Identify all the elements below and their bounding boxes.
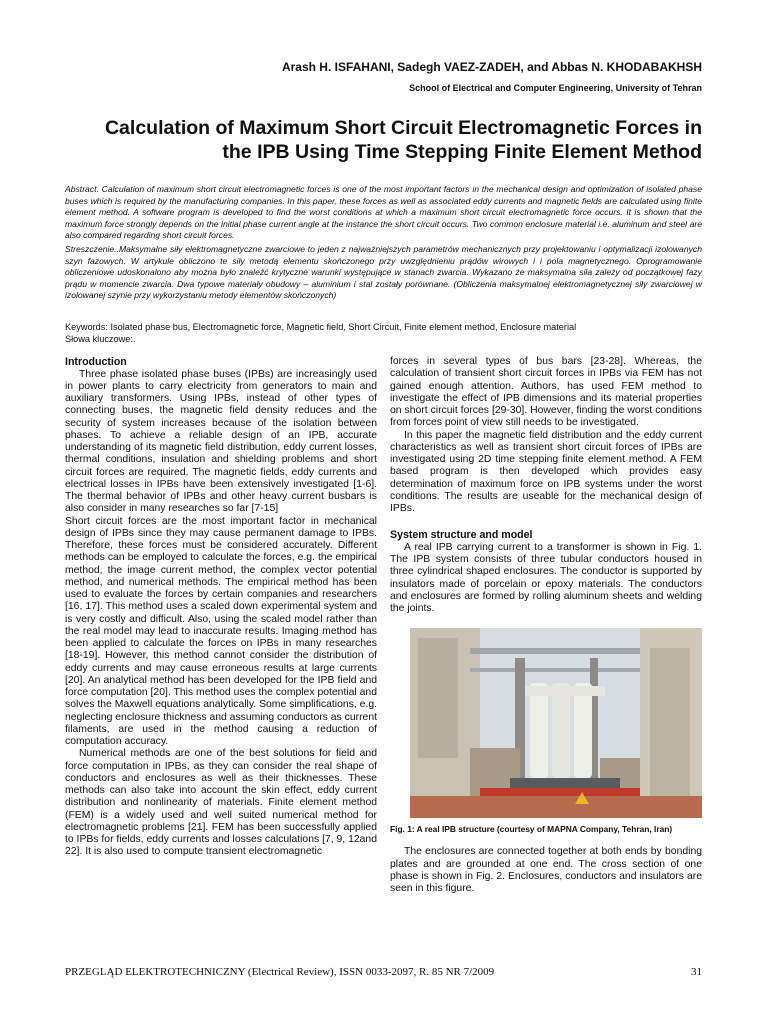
keywords (65, 322, 702, 345)
paragraph: In this paper the magnetic field distribution and the eddy current characteristics as well as transient short circuit forces of IPBs are investigated using 2D time stepping finite element method. A FEM based program is then developed which provides easy determination of maximum force on IPB systems under the worst conditions. The results are useable for the mechanical design of IPBs. (390, 429, 702, 514)
abstract-english: Abstract. Calculation of maximum short circuit electromagnetic forces is one of the most important factors in the mechanical design and optimization of isolated phase buses which is required by the manufacturing companies. In this paper, these forces as well as associated eddy currents and magnetic fields are calculated using finite element method. A software program is developed to find the worst conditions at which a maximum short circuit electromagnetic force occurs. It is shown that the maximum force strongly depends on the initial phase current angle at the instance the short circuit occurs. Two common enclosure material i.e. aluminum and steel are also compared regarding short circuit forces. (65, 184, 702, 241)
authors: Arash H. ISFAHANI, Sadegh VAEZ-ZADEH, and Abbas N. KHODABAKHSH (281, 60, 702, 74)
paragraph: Short circuit forces are the most important factor in mechanical design of IPBs since they may cause permanent damage to IPBs. Therefore, these forces must be considered accurately. Different methods can be employed to calculate the forces, e.g. the empirical method, the image current method, the complex vector potential method, and numerical methods. The empirical method has been used to evaluate the forces by certain companies and researchers [16, 17]. This method uses a scaled down experimental system and is very costly and difficult. Also, using the scaled model rather than the real model may lead to inaccurate results. Imaging method has been applied to calculate the forces on IPBs in many researches [18-19]. However, this method cannot consider the distribution of eddy currents and may cause erroneous results at large currents [20]. An analytical method has been developed for the IPB field and force computation [20]. This method uses the complex potential and solves the Maxwell equations analytically. Some simplifications, e.g. neglecting enclosure thickness and assuming conductors as current filaments, are used in the method causing a reduction of computation accuracy. (65, 515, 377, 747)
figure-1-photo (410, 628, 702, 818)
paragraph: Three phase isolated phase buses (IPBs) are increasingly used in power plants to carry electricity from generators to main and auxiliary transformers. Using IPBs, instead of other types of connecting buses, the magnetic field density reduces and the security of system increases because of the isolation between phases. To achieve a reliable design of an IPB, accurate understanding of its magnetic field distribution, eddy current losses, thermal conditions, insulation and shielding problems and short circuit forces are required. The magnetic fields, eddy currents and electrical losses in IPBs have been extensively investigated [1-6]. The thermal behavior of IPBs and other heavy current busbars is also consider in many researches so far [7-15] (65, 368, 377, 515)
section-heading-introduction: Introduction (65, 356, 127, 368)
paragraph: The enclosures are connected together at both ends by bonding plates and are grounded at one end. The cross section of one phase is shown in Fig. 2. Enclosures, conductors and insulators are seen in this figure. (390, 846, 702, 894)
paragraph: Numerical methods are one of the best solutions for field and force computation in IPBs, as they can consider the real shape of conductors and enclosures as well as their thicknesses. These methods can also take into account the skin effect, eddy current distribution and nonlinearity of materials. Finite element method (FEM) is a widely used and well suited numerical method for electromagnetic problems [21]. FEM has been successfully applied to IPBs for fields, eddy currents and losses calculations [7, 9, 12and 22]. It is also used to compute transient electromagnetic (65, 748, 377, 858)
right-column (390, 356, 702, 895)
abstract-polish: Streszczenie..Maksymalne siły elektromagnetyczne zwarciowe to jeden z najważniejszych parametrów mechanicznych przy projektowaniu i optymalizacji izolowanych szyn fazowych. W artykule obliczono te siły metodą elementu skończonego przy uwzględnieniu prądów wirowych i i pola magnetycznego. Oprogramowanie obliczeniowe udoskonalono aby można było znaleźć krytyczne warunki występujące w stanach zwarcia. Wykazano że maksymalna siła zależy od początkowej fazy prądu w momencie zwarcia. Dwa typowe materiały obudowy – aluminium i stal zostały porównane. (Obliczenia maksymalnej elektromagnetycznej siły zwarciowej w izolowanej szynie przy wykorzystaniu metody elementów skończonych) (65, 244, 702, 301)
title-line-1: Calculation of Maximum Short Circuit Electromagnetic Forces in (104, 117, 702, 139)
keywords-english: Keywords: Isolated phase bus, Electromagnetic force, Magnetic field, Short Circuit, Finite element method, Enclosure material (65, 322, 577, 332)
figure-1-caption: Fig. 1: A real IPB structure (courtesy of MAPNA Company, Tehran, Iran) (390, 824, 673, 835)
paragraph: A real IPB carrying current to a transformer is shown in Fig. 1. The IPB system consists of three tubular conductors housed in three cylindrical shaped enclosures. The conductor is supported by insulators made of porcelain or epoxy materials. The conductors and enclosures are formed by rolling aluminum sheets and welding the joints. (390, 541, 702, 614)
section-heading-system-structure: System structure and model (390, 529, 533, 542)
affiliation: School of Electrical and Computer Engineering, University of Tehran (409, 83, 702, 93)
page-number: 31 (691, 966, 702, 978)
paper-title (60, 116, 702, 164)
paragraph: forces in several types of bus bars [23-28]. Whereas, the calculation of transient short circuit forces in IPBs via FEM has not gained enough attention. Authors, has used FEM method to investigate the effect of IPB dimensions and its material properties on short circuit forces [29-30]. However, finding the worst conditions from forces point of view still needs to be investigated. (390, 356, 702, 429)
keywords-polish: Słowa kluczowe:. (65, 333, 136, 344)
footer-journal: PRZEGLĄD ELEKTROTECHNICZNY (Electrical Review), ISSN 0033-2097, R. 85 NR 7/2009 (65, 966, 495, 978)
title-line-2: the IPB Using Time Stepping Finite Element Method (222, 141, 702, 163)
left-column (65, 356, 377, 859)
